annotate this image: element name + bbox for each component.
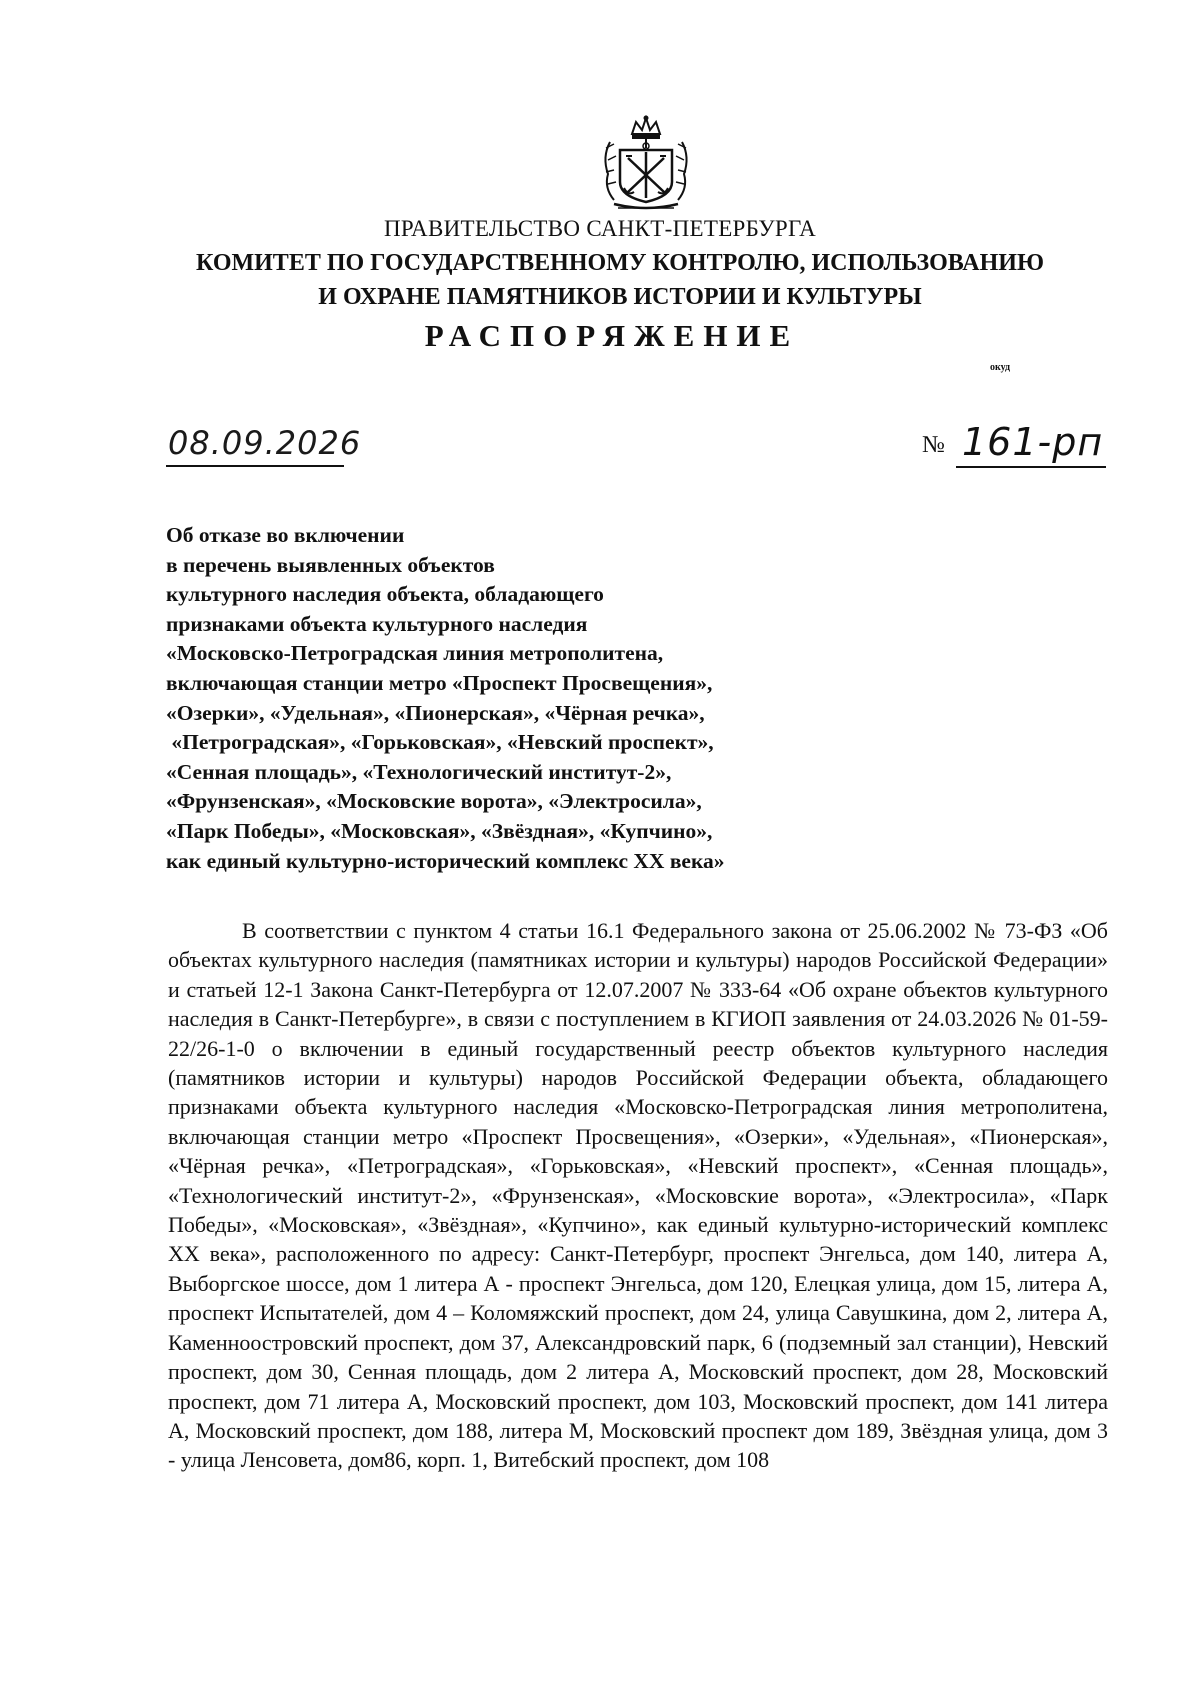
committee-title-line1: КОМИТЕТ ПО ГОСУДАРСТВЕННОМУ КОНТРОЛЮ, ИСПОЛЬЗОВАНИЮ [196,250,1044,276]
subject-line: в перечень выявленных объектов [166,552,495,577]
body-paragraph: В соответствии с пунктом 4 статьи 16.1 Федерального закона от 25.06.2002 № 73-ФЗ «Об объектах культурного наследия (памятниках истории и культуры) народов Российской Федерации» и статьей 12-1 Закона Санкт-Петербурга от 12.07.2007 № 333-64 «Об охране объектов культурного наследия в Санкт-Петербурге», в связи с поступлением в КГИОП заявления от 24.03.2026 № 01-59-22/26-1-0 о включении в единый государственный реестр объектов культурного наследия (памятников истории и культуры) народов Российской Федерации объекта, обладающего признаками объекта культурного наследия «Московско-Петроградская линия метрополитена, включающая станции метро «Проспект Просвещения», «Озерки», «Удельная», «Пионерская», «Чёрная речка», «Петроградская», «Горьковская», «Невский проспект», «Сенная площадь», «Технологический институт-2», «Фрунзенская», «Московские ворота», «Электросила», «Парк Победы», «Московская», «Звёздная», «Купчино», как единый культурно-исторический комплекс XX века», расположенного по адресу: Санкт-Петербург, проспект Энгельса, дом 140, литера А, Выборгское шоссе, дом 1 литера А - проспект Энгельса, дом 120, Елецкая улица, дом 15, литера А, проспект Испытателей, дом 4 – Коломяжский проспект, дом 24, улица Савушкина, дом 2, литера А, Каменноостровский проспект, дом 37, Александровский парк, 6 (подземный зал станции), Невский проспект, дом 30, Сенная площадь, дом 2 литера А, Московский проспект, дом 28, Московский проспект, дом 71 литера А, Московский проспект, дом 103, Московский проспект, дом 141 литера А, Московский проспект, дом 188, литера М, Московский проспект дом 189, Звёздная улица, дом 3 - улица Ленсовета, дом86, корп. 1, Витебский проспект, дом 108 [168,918,1108,1473]
date-underline [166,465,344,467]
okud-label: окуд [990,362,1011,373]
subject-line: Об отказе во включении [166,523,405,547]
number-label: № [922,432,945,458]
number-underline [956,466,1106,468]
subject-line: «Сенная площадь», «Технологический институт-2», [166,759,672,784]
subject-line: «Петроградская», «Горьковская», «Невский проспект», [166,730,714,755]
subject-line: «Московско-Петроградская линия метрополитена, [166,641,664,666]
government-title: ПРАВИТЕЛЬСТВО САНКТ-ПЕТЕРБУРГА [383,216,817,241]
document-subject [166,521,886,876]
committee-title [20,246,1200,314]
committee-title-line2: И ОХРАНЕ ПАМЯТНИКОВ ИСТОРИИ И КУЛЬТУРЫ [318,284,922,310]
coat-of-arms-icon [596,112,696,212]
subject-line: как единый культурно-исторический комплекс XX века» [166,848,725,873]
subject-line: включающая станции метро «Проспект Просвещения», [166,670,713,695]
subject-line: «Парк Победы», «Московская», «Звёздная», «Купчино», [166,818,713,843]
subject-line: культурного наследия объекта, обладающего [166,582,604,607]
subject-line: «Фрунзенская», «Московские ворота», «Электросила», [166,789,702,814]
document-number: 161-рп [962,420,1104,464]
subject-line: признаками объекта культурного наследия [166,611,588,636]
document-date: 08.09.2026 [168,424,362,462]
document-type: РАСПОРЯЖЕНИЕ [424,318,800,353]
subject-line: «Озерки», «Удельная», «Пионерская», «Чёрная речка», [166,700,705,725]
